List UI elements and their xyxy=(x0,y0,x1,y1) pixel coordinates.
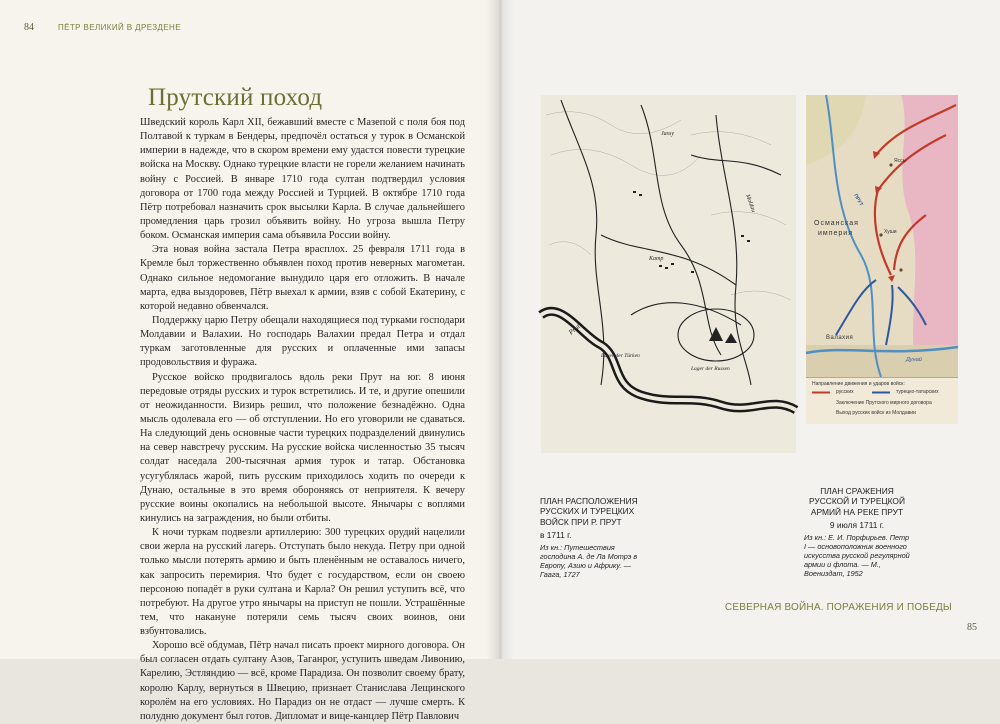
colored-battle-map xyxy=(806,95,958,423)
legend-swatch-red xyxy=(812,390,832,395)
engraved-battle-map xyxy=(541,95,796,453)
map-label: империя xyxy=(818,230,853,237)
caption-date: 9 июля 1711 г. xyxy=(829,519,885,530)
right-page xyxy=(500,0,1000,659)
engraved-map-drawing xyxy=(541,95,796,453)
legend-title: Направление движения и ударов войск: xyxy=(812,381,905,387)
map-label: Jassy xyxy=(661,131,674,137)
map-label: Яссы xyxy=(894,158,907,164)
caption-source: Из кн.: Путешествия господина А. де Ла Мотрэ в Европу, Азию и Африку. — Гаага, 1727 xyxy=(540,543,638,580)
body-text xyxy=(140,116,465,722)
caption-colored-map xyxy=(804,486,910,579)
caption-date: в 1711 г. xyxy=(540,529,572,540)
legend-item: Выход русских войск из Молдавии xyxy=(836,410,916,416)
map-label: Хуши xyxy=(884,229,897,235)
caption-engraved-map xyxy=(540,496,640,579)
running-footer: СЕВЕРНАЯ ВОЙНА. ПОРАЖЕНИЯ И ПОБЕДЫ xyxy=(724,602,952,613)
map-legend xyxy=(806,377,958,424)
left-page xyxy=(0,0,500,722)
map-label: Prut xyxy=(567,322,582,337)
colored-map-drawing xyxy=(806,95,958,377)
map-label: Валахия xyxy=(826,335,854,341)
map-label: Moldau xyxy=(744,193,757,214)
paragraph: К ночи туркам подвезли артиллерию: 300 турецких орудий нацелили свои жерла на русский лагерь. Отступать было некуда. Петру при одной только мысли потерять армию и быть пленённым не оставалось ничего, как запросить перемирия. Что будет с государством, если он своею персоною попадёт в руки султана и Карла? Он решил уступить всё, что потребуют. На другое утро янычары на приступ не пошли. Устрашённые тем, что накануне потеряли семь тысяч своих воинов, они взбунтовались. xyxy=(140,527,465,638)
paragraph: Русское войско продвигалось вдоль реки Прут на юг. 8 июня передовые отряды русских и турок встретились. И те, и другие опешили от неожиданности. Визирь решил, что положение безнадёжно. Одна мысль одолевала его — об отступлении. Но его уговорили не сдаваться. На следующий день основные части турецких подразделений двинулись на север навстречу русским. На русские войска численностью 35 тысяч солдат наседала 200-тысячная армия турок и татар. Обстановка усугублялась жарой, пить русским приходилось ходить по очереди к Дунаю, остальные в это время обороняясь от неприятеля. К вечеру русские воины окопались на небольшой высоте. Янычары с воплями кинулись на заграждения, но были отбиты. xyxy=(140,371,465,524)
map-label: Османская xyxy=(814,220,859,227)
map-label: Lager der Türken xyxy=(601,353,640,359)
running-head: ПЁТР ВЕЛИКИЙ В ДРЕЗДЕНЕ xyxy=(58,23,181,32)
paragraph: Шведский король Карл XII, бежавший вместе с Мазепой с поля боя под Полтавой к туркам в Бендеры, предпочёл остаться у турок в Османской империи в надежде, что в скором времени ему удастся повести турецкие войска на Москву. Однако турецкие власти не горели желанием начинать войну с Россией. В январе 1710 года султан подтвердил условия договора от 1700 года между Россией и Турцией. В октябре 1710 года Пётр потребовал назначить срок высылки Карла. В случае дальнейшего промедления царь грозил объявить войну. Но угроза вышла Петру боком. Османская империя сама объявила России войну. xyxy=(140,117,465,242)
legend-swatch-blue xyxy=(872,390,892,395)
caption-title: ПЛАН СРАЖЕНИЯ РУССКОЙ И ТУРЕЦКОЙ АРМИЙ НА РЕКЕ ПРУТ xyxy=(809,486,905,517)
book-gutter xyxy=(486,0,514,659)
map-label: ПРУТ xyxy=(852,193,864,208)
chapter-title: Прутский поход xyxy=(148,84,323,111)
paragraph: Поддержку царю Петру обещали находящиеся под турками господари Молдавии и Валахии. Но господарь Валахии предал Петра и отдал туркам заготовленные для русских и оплаченные ими запасы продовольствия и фуража. xyxy=(140,314,465,369)
paragraph: Хорошо всё обдумав, Пётр начал писать проект мирного договора. Он был согласен отдать султану Азов, Таганрог, уступить шведам Ливонию, Карелию, Эстляндию — всё, кроме Парадиза. Он позволит своему брату, королю Карлу, вернуться в Швецию, признает Станислава Лещинского королём на его условиях. Но Парадиз он не отдаст — лучше смерть. К полудню документ был готов. Дипломат и вице-канцлер Пётр Павлович xyxy=(140,640,465,722)
map-label: Lager der Russen xyxy=(691,366,730,372)
map-label: Дунай xyxy=(906,357,922,363)
caption-source: Из кн.: Е. И. Порфирьев. Петр I — основоположник военного искусства русской регулярной армии и флота. — М., Воениздат, 1952 xyxy=(804,533,910,579)
legend-item: турецко-татарских xyxy=(896,389,939,395)
page-number-right: 85 xyxy=(967,622,977,633)
paragraph: Эта новая война застала Петра врасплох. 25 февраля 1711 года в Кремле был торжественно объявлен поход против неверных магометан. Однако сильное недомогание вынудило царя его отложить. В начале марта, едва выздоровев, Пётр выехал к армии, взяв с собой Екатерину, с которой недавно обвенчался. xyxy=(140,244,465,312)
legend-item: Заключение Прутского мирного договора xyxy=(836,400,932,406)
legend-item: русских xyxy=(836,389,854,395)
caption-title: ПЛАН РАСПОЛОЖЕНИЯ РУССКИХ И ТУРЕЦКИХ ВОЙСК ПРИ Р. ПРУТ xyxy=(540,496,638,527)
page-number-left: 84 xyxy=(24,22,34,33)
map-label: Kamp xyxy=(649,256,664,262)
